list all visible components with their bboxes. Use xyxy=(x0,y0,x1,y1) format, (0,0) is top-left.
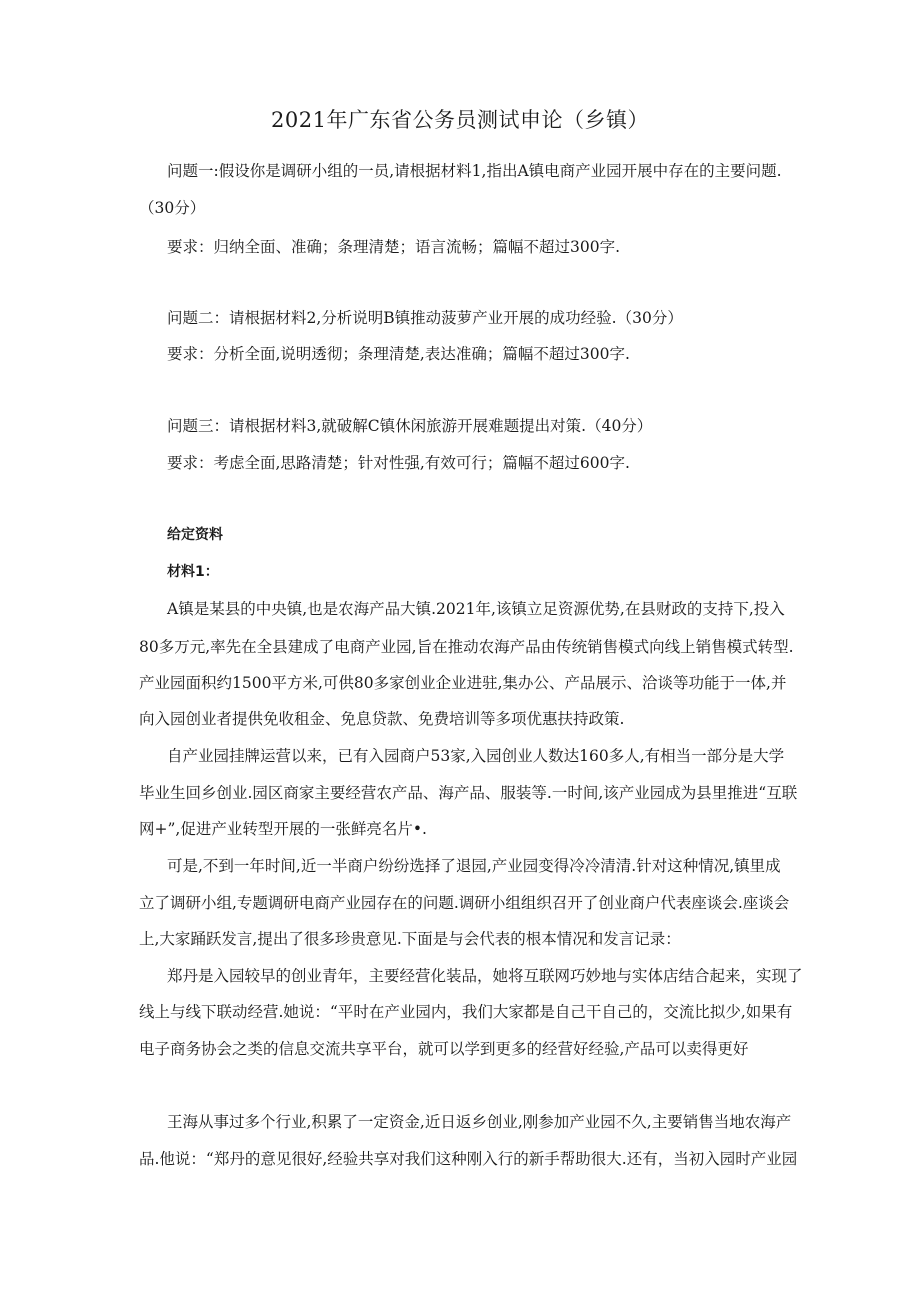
material-1-line: 电子商务协会之类的信息交流共享平台，就可以学到更多的经营好经验,产品可以卖得更好 xyxy=(139,1040,749,1058)
material-1-line: 80多万元,率先在全县建成了电商产业园,旨在推动农海产品由传统销售模式向线上销售模式转型. xyxy=(139,638,794,656)
material-1-line: 郑丹是入园较早的创业青年，主要经营化装品，她将互联网巧妙地与实体店结合起来，实现了 xyxy=(167,967,803,985)
given-materials-heading: 给定资料 xyxy=(167,527,223,543)
document-title: 2021年广东省公务员测试申论（乡镇） xyxy=(271,108,649,132)
material-1-line: 线上与线下联动经营.她说：“平时在产业园内，我们大家都是自己干自己的，交流比拟少,如果有 xyxy=(139,1003,793,1021)
question-3-prompt: 问题三：请根据材料3,就破解C镇休闲旅游开展难题提出对策.（40分） xyxy=(167,417,653,435)
question-1-prompt: 问题一:假设你是调研小组的一员,请根据材料1,指出A镇电商产业园开展中存在的主要问题. xyxy=(167,162,782,180)
question-1-score: （30分） xyxy=(139,199,206,217)
material-1-heading: 材料1： xyxy=(167,564,219,580)
question-1-requirement: 要求：归纳全面、准确；条理清楚；语言流畅；篇幅不超过300字. xyxy=(167,238,621,256)
question-2-requirement: 要求：分析全面,说明透彻；条理清楚,表达准确；篇幅不超过300字. xyxy=(167,345,630,363)
material-1-line: 毕业生回乡创业.园区商家主要经营农产品、海产品、服装等.一时间,该产业园成为县里推进“互联 xyxy=(139,784,798,802)
material-1-line: 可是,不到一年时间,近一半商户纷纷选择了退园,产业园变得冷冷清清.针对这种情况,镇里成 xyxy=(167,857,781,875)
material-1-line: 上,大家踊跃发言,提出了很多珍贵意见.下面是与会代表的根本情况和发言记录： xyxy=(139,930,681,948)
question-2-prompt: 问题二：请根据材料2,分析说明B镇推动菠萝产业开展的成功经验.（30分） xyxy=(167,309,683,327)
material-1-line: 自产业园挂牌运营以来，已有入园商户53家,入园创业人数达160多人,有相当一部分是大学 xyxy=(167,747,785,765)
material-1-line: 产业园面积约1500平方米,可供80多家创业企业进驻,集办公、产品展示、洽谈等功能于一体,并 xyxy=(139,674,787,692)
question-3-requirement: 要求：考虑全面,思路清楚；针对性强,有效可行；篇幅不超过600字. xyxy=(167,454,630,472)
material-1-line: 网+”,促进产业转型开展的一张鲜亮名片•. xyxy=(139,820,427,838)
material-1-line: 向入园创业者提供免收租金、免息贷款、免费培训等多项优惠扶持政策. xyxy=(139,710,625,728)
material-1-line: A镇是某县的中央镇,也是农海产品大镇.2021年,该镇立足资源优势,在县财政的支持下,投入 xyxy=(167,600,785,618)
material-1-line: 立了调研小组,专题调研电商产业园存在的问题.调研小组组织召开了创业商户代表座谈会.座谈会 xyxy=(139,894,790,912)
material-1-line: 品.他说：“郑丹的意见很好,经验共享对我们这种刚入行的新手帮助很大.还有，当初入园时产业园 xyxy=(139,1150,798,1168)
material-1-line: 王海从事过多个行业,积累了一定资金,近日返乡创业,刚参加产业园不久,主要销售当地农海产 xyxy=(167,1113,792,1131)
